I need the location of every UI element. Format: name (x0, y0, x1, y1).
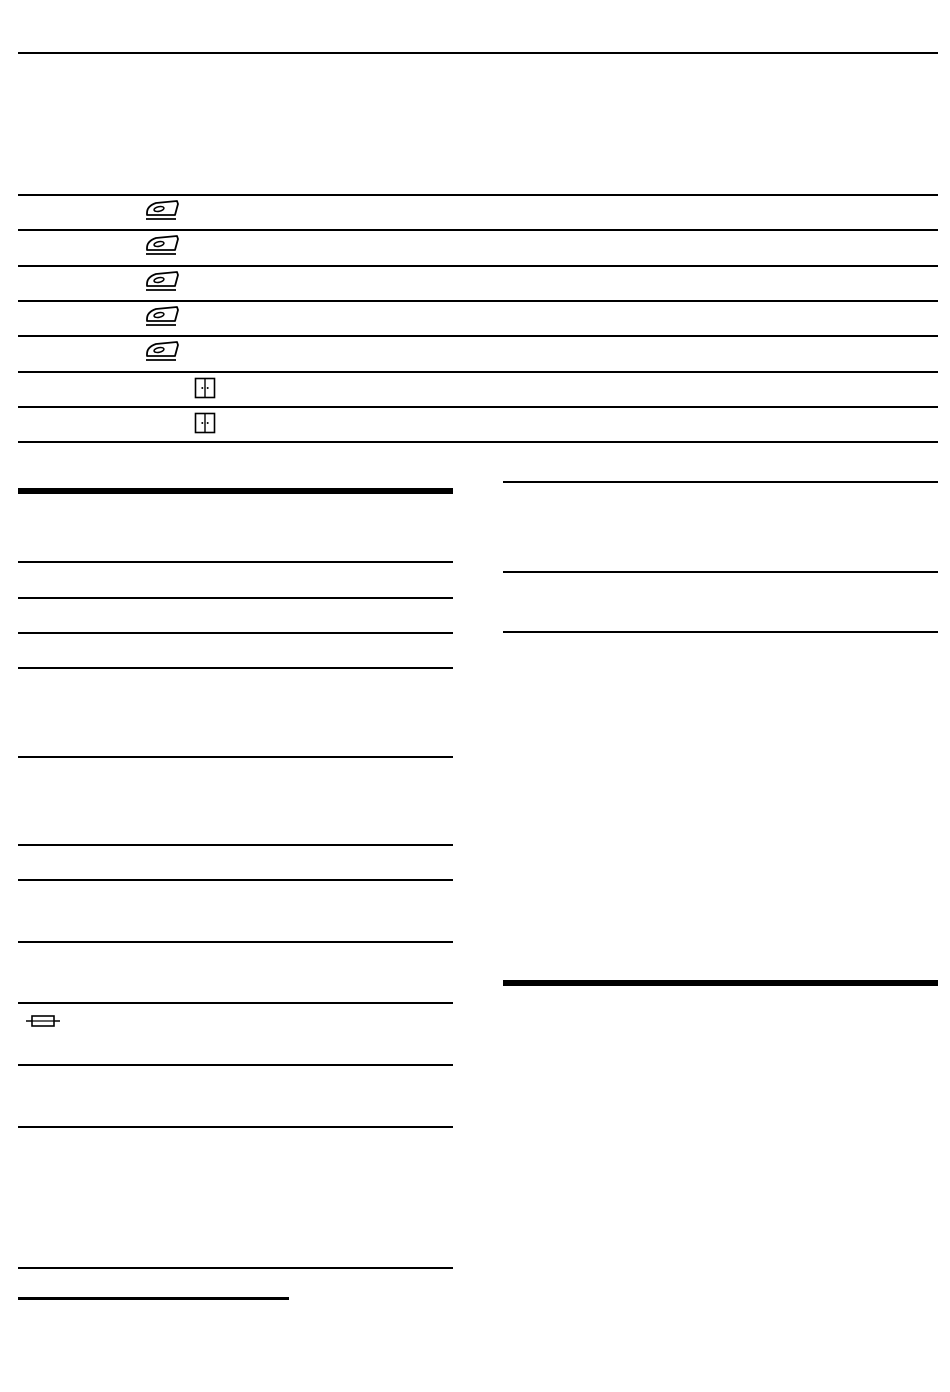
list-item-rule (18, 941, 453, 943)
list-item-rule (18, 597, 453, 599)
list-item-rule (18, 632, 453, 634)
list-item-rule (18, 844, 453, 846)
wardrobe-icon (194, 377, 217, 399)
list-item-rule (503, 571, 938, 573)
iron-icon (144, 305, 180, 329)
section-heading-bar (18, 488, 453, 494)
fuse-icon (25, 1014, 61, 1028)
list-item-rule (503, 631, 938, 633)
iron-icon (144, 234, 180, 258)
list-item-rule (503, 481, 938, 483)
iron-icon (144, 199, 180, 223)
table-row-rule (18, 300, 938, 302)
list-item-rule (18, 1126, 453, 1128)
list-item-rule (18, 561, 453, 563)
table-header-bottom-rule (18, 194, 938, 196)
table-bottom-rule (18, 441, 938, 443)
table-row-rule (18, 265, 938, 267)
footnote-rule (18, 1297, 289, 1300)
table-row-rule (18, 335, 938, 337)
table-row-rule (18, 371, 938, 373)
table-header-top-rule (18, 52, 938, 54)
list-item-rule (18, 1267, 453, 1269)
list-item-rule (18, 1002, 453, 1004)
list-item-rule (18, 1064, 453, 1066)
iron-icon (144, 340, 180, 364)
list-item-rule (18, 879, 453, 881)
list-item-rule (18, 667, 453, 669)
iron-icon (144, 270, 180, 294)
table-row-rule (18, 406, 938, 408)
list-item-rule (18, 756, 453, 758)
section-heading-bar (503, 980, 938, 986)
table-row-rule (18, 229, 938, 231)
wardrobe-icon (194, 412, 217, 434)
